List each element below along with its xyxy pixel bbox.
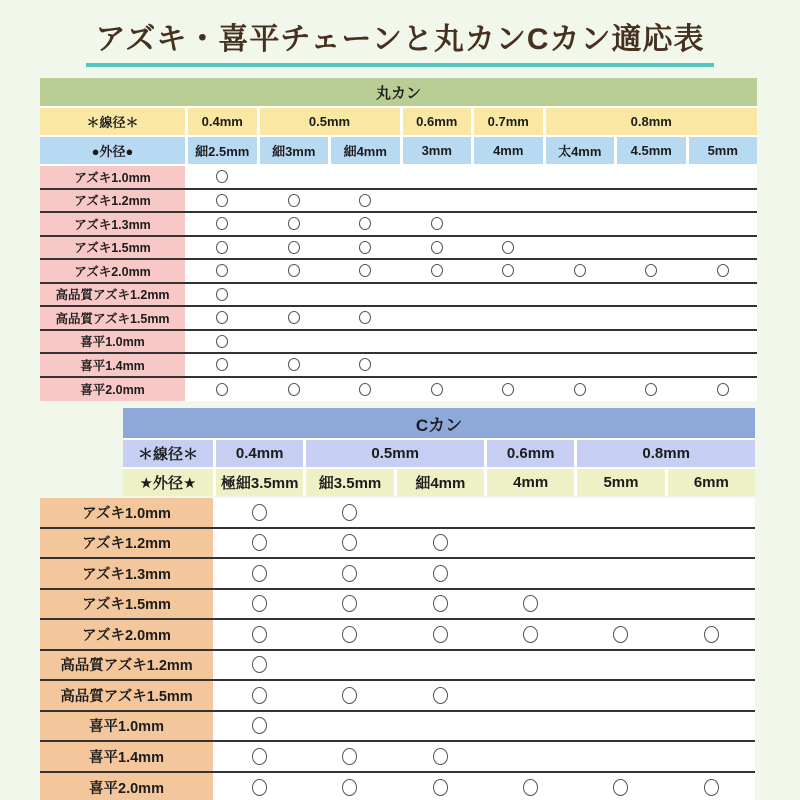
chain-label: アズキ1.3mm <box>40 559 213 588</box>
compat-cell <box>188 237 257 259</box>
compat-circle-mark <box>252 687 267 704</box>
compat-cell <box>403 354 472 376</box>
outer-size-cell: 3mm <box>403 137 472 164</box>
compat-cell <box>668 590 755 619</box>
compat-circle-mark <box>433 779 448 796</box>
outer-size-cell: 4mm <box>474 137 543 164</box>
wire-diameter-header-row <box>40 108 757 135</box>
compat-cell <box>668 620 755 649</box>
compat-circle-mark <box>288 217 300 230</box>
compat-cell <box>487 651 574 680</box>
compat-cell <box>331 284 400 306</box>
compat-circle-mark <box>342 626 357 643</box>
chain-row <box>40 190 757 214</box>
chain-row <box>40 260 757 284</box>
marukan-compatibility-table <box>40 78 757 401</box>
chain-row <box>40 681 755 712</box>
chain-row <box>40 354 757 378</box>
wire-size-cell: 0.8mm <box>546 108 758 135</box>
compat-circle-mark <box>645 383 657 396</box>
ckan-header-block <box>123 408 755 496</box>
compat-cell <box>577 681 664 710</box>
compat-cell <box>474 284 543 306</box>
compat-circle-mark <box>252 626 267 643</box>
compat-cell <box>306 712 393 741</box>
compat-cell <box>260 284 329 306</box>
compat-cell <box>546 284 615 306</box>
compat-cell <box>668 681 755 710</box>
compat-circle-mark <box>433 534 448 551</box>
compat-circle-mark <box>502 383 514 396</box>
compat-cell <box>487 559 574 588</box>
compat-cell <box>546 378 615 402</box>
compat-circle-mark <box>433 748 448 765</box>
outer-size-cell: 細3mm <box>260 137 329 164</box>
compat-cell <box>577 498 664 527</box>
outer-size-cell: 細2.5mm <box>188 137 257 164</box>
compat-cell <box>689 331 758 353</box>
compat-cell <box>487 773 574 800</box>
outer-size-cell: 6mm <box>668 469 755 496</box>
compat-cell <box>668 559 755 588</box>
compat-circle-mark <box>252 779 267 796</box>
compat-cell <box>689 237 758 259</box>
compat-cell <box>668 651 755 680</box>
compat-cell <box>306 529 393 558</box>
chain-row <box>40 651 755 682</box>
compat-cell <box>260 260 329 282</box>
compat-cell <box>188 378 257 402</box>
compat-cell <box>188 166 257 188</box>
compat-circle-mark <box>216 383 228 396</box>
compat-cell <box>306 590 393 619</box>
compat-circle-mark <box>523 779 538 796</box>
compat-cell <box>331 190 400 212</box>
compat-cell <box>397 529 484 558</box>
compat-cell <box>474 260 543 282</box>
compat-circle-mark <box>288 358 300 371</box>
compat-cell <box>216 742 303 771</box>
compat-circle-mark <box>717 383 729 396</box>
compat-cell <box>689 213 758 235</box>
compat-circle-mark <box>359 241 371 254</box>
compat-cell <box>260 213 329 235</box>
chain-row <box>40 559 755 590</box>
wire-size-cell: 0.4mm <box>216 440 303 467</box>
compat-circle-mark <box>252 748 267 765</box>
ckan-title-bar: Cカン <box>123 408 755 438</box>
compat-circle-mark <box>717 264 729 277</box>
compat-cell <box>397 773 484 800</box>
compat-cell <box>546 166 615 188</box>
chain-row <box>40 213 757 237</box>
chain-row <box>40 307 757 331</box>
compat-cell <box>617 284 686 306</box>
compat-cell <box>617 237 686 259</box>
compat-circle-mark <box>704 626 719 643</box>
chain-label: 喜平1.4mm <box>40 742 213 771</box>
compat-cell <box>397 681 484 710</box>
compat-cell <box>403 307 472 329</box>
compat-cell <box>306 681 393 710</box>
compat-cell <box>331 260 400 282</box>
compat-cell <box>403 213 472 235</box>
compat-circle-mark <box>216 264 228 277</box>
compat-circle-mark <box>216 311 228 324</box>
compat-circle-mark <box>431 217 443 230</box>
page-title: アズキ・喜平チェーンと丸カンCカン適応表 <box>86 14 715 67</box>
wire-size-cell: 0.5mm <box>260 108 400 135</box>
ckan-compatibility-table <box>40 408 755 800</box>
chain-row <box>40 284 757 308</box>
wire-size-cell: 0.5mm <box>306 440 484 467</box>
outer-size-cell: 細4mm <box>331 137 400 164</box>
chain-label: 高品質アズキ1.2mm <box>40 651 213 680</box>
compat-circle-mark <box>502 241 514 254</box>
chain-label: アズキ1.5mm <box>40 237 185 259</box>
compat-cell <box>689 284 758 306</box>
compat-circle-mark <box>252 595 267 612</box>
compat-cell <box>577 529 664 558</box>
compat-circle-mark <box>288 241 300 254</box>
compat-cell <box>260 166 329 188</box>
compat-circle-mark <box>433 595 448 612</box>
marukan-title-bar: 丸カン <box>40 78 757 106</box>
chain-label: 喜平2.0mm <box>40 773 213 800</box>
compat-cell <box>403 260 472 282</box>
wire-size-cell: 0.6mm <box>403 108 472 135</box>
outer-size-cell: 極細3.5mm <box>216 469 303 496</box>
compat-circle-mark <box>431 383 443 396</box>
wire-diameter-label: ＊線径＊ <box>123 440 213 467</box>
compat-cell <box>188 190 257 212</box>
compat-cell <box>188 260 257 282</box>
chain-row <box>40 742 755 773</box>
compat-cell <box>689 378 758 402</box>
chain-row <box>40 529 755 560</box>
compat-cell <box>487 681 574 710</box>
compat-circle-mark <box>252 717 267 734</box>
compat-cell <box>546 307 615 329</box>
compat-cell <box>260 378 329 402</box>
chain-row <box>40 590 755 621</box>
compat-cell <box>577 620 664 649</box>
chain-label: アズキ1.2mm <box>40 190 185 212</box>
compat-cell <box>306 651 393 680</box>
chain-label: 高品質アズキ1.5mm <box>40 681 213 710</box>
compat-circle-mark <box>288 383 300 396</box>
compat-cell <box>617 260 686 282</box>
compat-circle-mark <box>216 288 228 301</box>
compat-cell <box>487 742 574 771</box>
outer-diameter-label: ●外径● <box>40 137 185 164</box>
compat-circle-mark <box>252 534 267 551</box>
compat-circle-mark <box>523 595 538 612</box>
compat-cell <box>397 651 484 680</box>
compat-cell <box>216 559 303 588</box>
compat-cell <box>397 559 484 588</box>
compat-cell <box>216 529 303 558</box>
compat-cell <box>306 773 393 800</box>
compat-cell <box>260 237 329 259</box>
chain-row <box>40 378 757 402</box>
compat-cell <box>617 307 686 329</box>
chain-label: 高品質アズキ1.2mm <box>40 284 185 306</box>
compat-cell <box>306 620 393 649</box>
outer-size-cell: 4mm <box>487 469 574 496</box>
compat-cell <box>331 378 400 402</box>
compat-cell <box>577 742 664 771</box>
compat-cell <box>577 773 664 800</box>
compat-cell <box>474 190 543 212</box>
chain-row <box>40 331 757 355</box>
compat-cell <box>546 213 615 235</box>
compat-cell <box>306 559 393 588</box>
compat-cell <box>260 354 329 376</box>
compat-cell <box>397 712 484 741</box>
compat-cell <box>188 354 257 376</box>
marukan-body <box>40 166 757 401</box>
compat-cell <box>474 237 543 259</box>
wire-diameter-label: ＊線径＊ <box>40 108 185 135</box>
compat-cell <box>617 378 686 402</box>
compat-cell <box>260 331 329 353</box>
compat-cell <box>216 498 303 527</box>
outer-diameter-header-row <box>123 469 755 496</box>
compat-cell <box>546 331 615 353</box>
compat-cell <box>306 498 393 527</box>
compat-circle-mark <box>502 264 514 277</box>
compat-circle-mark <box>342 687 357 704</box>
compat-cell <box>331 237 400 259</box>
compat-cell <box>397 498 484 527</box>
wire-diameter-header-row <box>123 440 755 467</box>
chain-label: 喜平1.4mm <box>40 354 185 376</box>
compat-cell <box>668 712 755 741</box>
outer-size-cell: 5mm <box>689 137 758 164</box>
compat-circle-mark <box>574 264 586 277</box>
compat-circle-mark <box>645 264 657 277</box>
outer-size-cell: 細3.5mm <box>306 469 393 496</box>
outer-size-cell: 細4mm <box>397 469 484 496</box>
compat-circle-mark <box>252 504 267 521</box>
compat-circle-mark <box>342 595 357 612</box>
compat-circle-mark <box>704 779 719 796</box>
compat-cell <box>403 190 472 212</box>
compat-cell <box>331 213 400 235</box>
chain-label: 喜平2.0mm <box>40 378 185 402</box>
chain-row <box>40 498 755 529</box>
compat-cell <box>331 307 400 329</box>
compat-circle-mark <box>431 264 443 277</box>
compat-cell <box>546 260 615 282</box>
chain-label: アズキ2.0mm <box>40 620 213 649</box>
compat-circle-mark <box>523 626 538 643</box>
compat-cell <box>487 620 574 649</box>
compat-circle-mark <box>433 687 448 704</box>
outer-size-cell: 太4mm <box>546 137 615 164</box>
compat-cell <box>188 331 257 353</box>
compat-cell <box>260 307 329 329</box>
compat-circle-mark <box>216 241 228 254</box>
compat-circle-mark <box>359 194 371 207</box>
ckan-body <box>40 498 755 800</box>
compat-cell <box>668 773 755 800</box>
compat-circle-mark <box>216 217 228 230</box>
chain-row <box>40 712 755 743</box>
compat-cell <box>306 742 393 771</box>
chain-label: アズキ1.0mm <box>40 166 185 188</box>
compat-circle-mark <box>288 264 300 277</box>
compat-circle-mark <box>359 383 371 396</box>
compat-cell <box>577 651 664 680</box>
compat-cell <box>689 354 758 376</box>
compat-cell <box>403 378 472 402</box>
compat-circle-mark <box>288 194 300 207</box>
title-area <box>0 14 800 67</box>
outer-size-cell: 5mm <box>577 469 664 496</box>
compat-cell <box>617 354 686 376</box>
compat-circle-mark <box>342 534 357 551</box>
chain-label: アズキ1.3mm <box>40 213 185 235</box>
compat-cell <box>403 331 472 353</box>
compat-cell <box>474 378 543 402</box>
compat-cell <box>216 681 303 710</box>
compat-cell <box>474 307 543 329</box>
compat-cell <box>617 190 686 212</box>
compat-cell <box>331 331 400 353</box>
compat-cell <box>397 742 484 771</box>
compat-cell <box>546 237 615 259</box>
outer-diameter-label: ★外径★ <box>123 469 213 496</box>
compat-cell <box>216 620 303 649</box>
compat-cell <box>577 590 664 619</box>
outer-diameter-header-row <box>40 137 757 164</box>
compat-cell <box>689 166 758 188</box>
compat-cell <box>487 712 574 741</box>
compat-circle-mark <box>342 504 357 521</box>
compat-cell <box>689 260 758 282</box>
compat-circle-mark <box>288 311 300 324</box>
wire-size-cell: 0.7mm <box>474 108 543 135</box>
compat-circle-mark <box>342 565 357 582</box>
compat-cell <box>689 190 758 212</box>
compat-circle-mark <box>216 335 228 348</box>
compat-cell <box>617 331 686 353</box>
compat-circle-mark <box>252 565 267 582</box>
compat-cell <box>397 620 484 649</box>
compat-cell <box>216 712 303 741</box>
compat-cell <box>474 331 543 353</box>
compat-cell <box>487 590 574 619</box>
outer-size-cell: 4.5mm <box>617 137 686 164</box>
compat-cell <box>668 498 755 527</box>
compat-cell <box>188 284 257 306</box>
compat-cell <box>546 354 615 376</box>
compat-cell <box>403 237 472 259</box>
compat-cell <box>216 651 303 680</box>
compat-circle-mark <box>216 358 228 371</box>
compat-circle-mark <box>359 264 371 277</box>
compat-circle-mark <box>342 779 357 796</box>
compat-circle-mark <box>216 170 228 183</box>
compat-cell <box>668 529 755 558</box>
compat-circle-mark <box>216 194 228 207</box>
chain-row <box>40 237 757 261</box>
compat-circle-mark <box>359 358 371 371</box>
compat-cell <box>617 166 686 188</box>
compat-cell <box>689 307 758 329</box>
compat-cell <box>188 307 257 329</box>
compat-circle-mark <box>433 565 448 582</box>
compat-cell <box>487 529 574 558</box>
chain-label: アズキ1.5mm <box>40 590 213 619</box>
chain-row <box>40 773 755 800</box>
compat-cell <box>403 284 472 306</box>
chain-label: アズキ1.0mm <box>40 498 213 527</box>
chain-label: アズキ1.2mm <box>40 529 213 558</box>
compat-cell <box>577 559 664 588</box>
compat-cell <box>403 166 472 188</box>
compat-cell <box>474 354 543 376</box>
chain-label: アズキ2.0mm <box>40 260 185 282</box>
compat-cell <box>474 166 543 188</box>
compat-cell <box>188 213 257 235</box>
compat-circle-mark <box>359 311 371 324</box>
compat-cell <box>617 213 686 235</box>
chain-row <box>40 620 755 651</box>
compat-circle-mark <box>613 779 628 796</box>
compat-cell <box>487 498 574 527</box>
compat-cell <box>546 190 615 212</box>
compat-circle-mark <box>359 217 371 230</box>
chain-label: 喜平1.0mm <box>40 712 213 741</box>
compat-circle-mark <box>342 748 357 765</box>
compat-cell <box>474 213 543 235</box>
compat-cell <box>260 190 329 212</box>
compat-cell <box>331 166 400 188</box>
compat-cell <box>577 712 664 741</box>
compat-circle-mark <box>252 656 267 673</box>
chain-label: 高品質アズキ1.5mm <box>40 307 185 329</box>
compat-circle-mark <box>574 383 586 396</box>
wire-size-cell: 0.4mm <box>188 108 257 135</box>
wire-size-cell: 0.8mm <box>577 440 755 467</box>
compat-cell <box>216 773 303 800</box>
compat-cell <box>668 742 755 771</box>
wire-size-cell: 0.6mm <box>487 440 574 467</box>
compat-cell <box>397 590 484 619</box>
chain-row <box>40 166 757 190</box>
chain-label: 喜平1.0mm <box>40 331 185 353</box>
compat-cell <box>331 354 400 376</box>
compat-cell <box>216 590 303 619</box>
compat-circle-mark <box>431 241 443 254</box>
compat-circle-mark <box>613 626 628 643</box>
compat-circle-mark <box>433 626 448 643</box>
